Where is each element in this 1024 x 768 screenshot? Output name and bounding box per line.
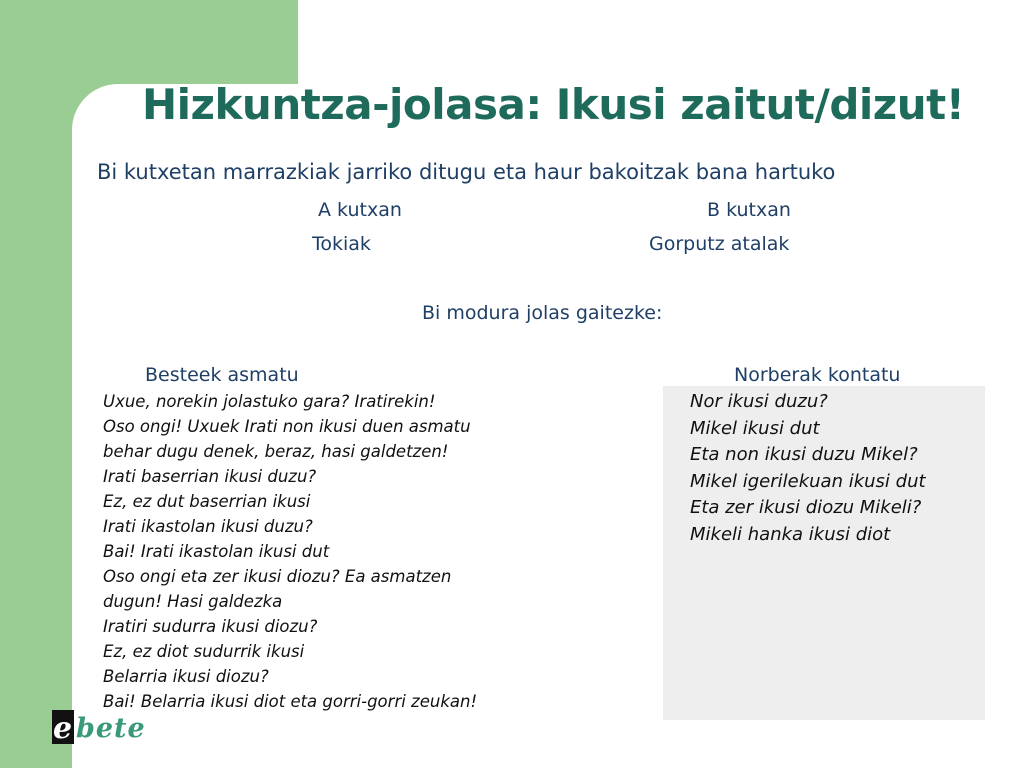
dialogue-line: dugun! Hasi galdezka: [103, 592, 283, 611]
dialogue-line: Bai! Belarria ikusi diot eta gorri-gorri zeukan!: [103, 692, 478, 711]
left-column-heading: Besteek asmatu: [145, 364, 299, 386]
dialogue-line: Mikel igerilekuan ikusi dut: [690, 470, 926, 492]
left-dialogue: [103, 389, 477, 714]
dialogue-line: Oso ongi! Uxuek Irati non ikusi duen asmatu: [103, 417, 471, 436]
dialogue-line: Irati baserrian ikusi duzu?: [103, 467, 317, 486]
dialogue-line: Irati ikastolan ikusi duzu?: [103, 517, 313, 536]
dialogue-line: Mikel ikusi dut: [690, 417, 820, 439]
logo-wordmark: bete: [76, 713, 146, 744]
dialogue-line: Eta non ikusi duzu Mikel?: [690, 444, 918, 465]
right-column-heading: Norberak kontatu: [734, 364, 901, 386]
dialogue-line: Ez, ez diot sudurrik ikusi: [103, 642, 305, 661]
dialogue-line: Oso ongi eta zer ikusi diozu? Ea asmatzen: [103, 567, 452, 586]
box-a-content: Tokiak: [312, 233, 371, 255]
box-b-label: B kutxan: [707, 199, 791, 221]
box-a-label: A kutxan: [318, 199, 402, 221]
dialogue-line: Eta zer ikusi diozu Mikeli?: [690, 497, 922, 518]
ebete-logo: [52, 708, 162, 744]
dialogue-line: behar dugu denek, beraz, hasi galdetzen!: [103, 442, 449, 461]
white-top-area: [298, 0, 1024, 90]
slide-title: Hizkuntza-jolasa: Ikusi zaitut/dizut!: [142, 80, 965, 129]
right-dialogue: [690, 389, 926, 548]
dialogue-line: Belarria ikusi diozu?: [103, 667, 269, 686]
dialogue-line: Mikeli hanka ikusi diot: [690, 523, 891, 545]
dialogue-line: Ez, ez dut baserrian ikusi: [103, 492, 311, 511]
dialogue-line: Uxue, norekin jolastuko gara? Iratirekin!: [103, 392, 436, 411]
modes-heading: Bi modura jolas gaitezke:: [422, 302, 663, 324]
intro-text: Bi kutxetan marrazkiak jarriko ditugu eta haur bakoitzak bana hartuko: [97, 160, 836, 184]
box-b-content: Gorputz atalak: [649, 233, 790, 255]
dialogue-line: Bai! Irati ikastolan ikusi dut: [103, 542, 330, 561]
dialogue-line: Iratiri sudurra ikusi diozu?: [103, 617, 318, 636]
logo-e-mark: [52, 710, 74, 744]
logo-first-letter: e: [53, 711, 73, 746]
dialogue-line: Nor ikusi duzu?: [690, 391, 828, 412]
